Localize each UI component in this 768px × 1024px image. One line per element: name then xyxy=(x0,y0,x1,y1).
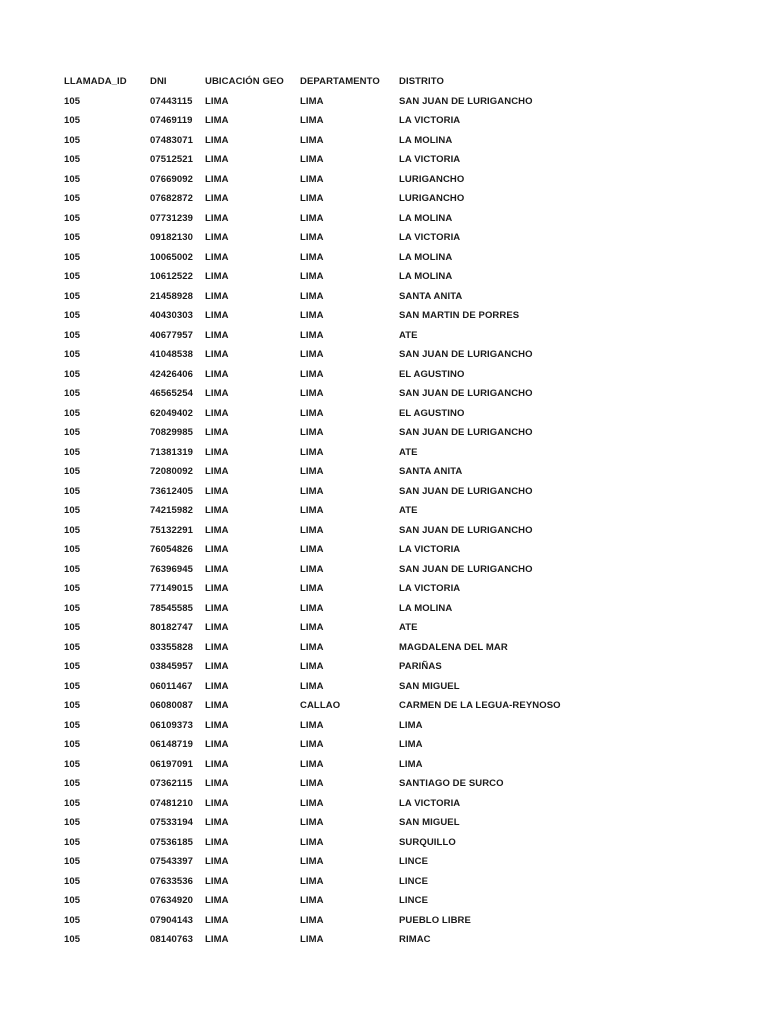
header-ubicacion-geo: UBICACIÓN GEO xyxy=(205,76,284,87)
cell-llamada-id: 105 xyxy=(64,836,81,848)
cell-llamada-id: 105 xyxy=(64,310,81,321)
cell-departamento: LIMA xyxy=(300,271,324,282)
cell-departamento: LIMA xyxy=(300,310,324,321)
cell-llamada-id: 105 xyxy=(64,641,81,653)
cell-dni: 10065002 xyxy=(150,251,194,263)
cell-distrito: SAN JUAN DE LURIGANCHO xyxy=(399,95,533,107)
cell-ubicacion-geo: LIMA xyxy=(205,193,229,204)
cell-ubicacion-geo: LIMA xyxy=(205,407,229,419)
header-distrito: DISTRITO xyxy=(399,76,444,87)
cell-distrito: SANTIAGO DE SURCO xyxy=(399,778,504,789)
cell-departamento: LIMA xyxy=(300,329,324,341)
cell-dni: 06109373 xyxy=(150,719,194,731)
cell-departamento: LIMA xyxy=(300,485,324,497)
cell-distrito: LA MOLINA xyxy=(399,251,453,263)
cell-departamento: LIMA xyxy=(300,95,324,107)
cell-llamada-id: 105 xyxy=(64,173,81,185)
cell-llamada-id: 105 xyxy=(64,544,81,555)
cell-llamada-id: 105 xyxy=(64,934,81,945)
cell-ubicacion-geo: LIMA xyxy=(205,388,229,399)
header-llamada-id: LLAMADA_ID xyxy=(64,76,127,87)
cell-ubicacion-geo: LIMA xyxy=(205,446,229,458)
table-row xyxy=(64,618,704,638)
cell-llamada-id: 105 xyxy=(64,193,81,204)
table-row xyxy=(64,716,704,736)
cell-dni: 80182747 xyxy=(150,622,194,633)
cell-ubicacion-geo: LIMA xyxy=(205,271,229,282)
table-row xyxy=(64,813,704,833)
cell-distrito: LINCE xyxy=(399,875,428,887)
cell-departamento: LIMA xyxy=(300,368,324,380)
cell-distrito: LA VICTORIA xyxy=(399,115,461,126)
cell-dni: 07443115 xyxy=(150,95,193,107)
cell-dni: 07483071 xyxy=(150,134,194,146)
cell-llamada-id: 105 xyxy=(64,661,81,672)
table-row xyxy=(64,891,704,911)
cell-ubicacion-geo: LIMA xyxy=(205,817,229,828)
cell-ubicacion-geo: LIMA xyxy=(205,856,229,867)
cell-ubicacion-geo: LIMA xyxy=(205,329,229,341)
cell-departamento: LIMA xyxy=(300,641,324,653)
table-row xyxy=(64,755,704,775)
cell-distrito: LA MOLINA xyxy=(399,212,453,224)
cell-distrito: SAN MIGUEL xyxy=(399,680,460,692)
cell-dni: 76396945 xyxy=(150,563,194,575)
cell-llamada-id: 105 xyxy=(64,700,81,711)
cell-distrito: LURIGANCHO xyxy=(399,193,465,204)
cell-ubicacion-geo: LIMA xyxy=(205,290,229,302)
cell-distrito: CARMEN DE LA LEGUA-REYNOSO xyxy=(399,700,561,711)
cell-departamento: LIMA xyxy=(300,778,324,789)
table-row xyxy=(64,774,704,794)
cell-distrito: ATE xyxy=(399,329,418,341)
cell-llamada-id: 105 xyxy=(64,349,81,360)
cell-distrito: EL AGUSTINO xyxy=(399,407,465,419)
table-row xyxy=(64,930,704,950)
cell-departamento: LIMA xyxy=(300,602,324,614)
cell-ubicacion-geo: LIMA xyxy=(205,641,229,653)
table-row xyxy=(64,111,704,131)
cell-departamento: LIMA xyxy=(300,739,324,750)
cell-llamada-id: 105 xyxy=(64,563,81,575)
cell-distrito: MAGDALENA DEL MAR xyxy=(399,641,508,653)
cell-ubicacion-geo: LIMA xyxy=(205,310,229,321)
cell-dni: 07682872 xyxy=(150,193,194,204)
cell-ubicacion-geo: LIMA xyxy=(205,622,229,633)
cell-llamada-id: 105 xyxy=(64,407,81,419)
cell-distrito: LA VICTORIA xyxy=(399,154,461,165)
table-row xyxy=(64,560,704,580)
table-row xyxy=(64,794,704,814)
cell-llamada-id: 105 xyxy=(64,154,81,165)
cell-distrito: LA VICTORIA xyxy=(399,797,461,809)
cell-departamento: LIMA xyxy=(300,251,324,263)
cell-departamento: LIMA xyxy=(300,856,324,867)
table-row xyxy=(64,150,704,170)
cell-distrito: PARIÑAS xyxy=(399,661,442,672)
cell-llamada-id: 105 xyxy=(64,622,81,633)
table-row xyxy=(64,189,704,209)
cell-ubicacion-geo: LIMA xyxy=(205,544,229,555)
cell-llamada-id: 105 xyxy=(64,388,81,399)
table-row xyxy=(64,833,704,853)
cell-llamada-id: 105 xyxy=(64,524,81,536)
cell-llamada-id: 105 xyxy=(64,290,81,302)
cell-distrito: EL AGUSTINO xyxy=(399,368,465,380)
cell-distrito: SURQUILLO xyxy=(399,836,456,848)
cell-departamento: LIMA xyxy=(300,661,324,672)
cell-ubicacion-geo: LIMA xyxy=(205,466,229,477)
table-row xyxy=(64,540,704,560)
cell-departamento: CALLAO xyxy=(300,700,341,711)
cell-departamento: LIMA xyxy=(300,115,324,126)
cell-departamento: LIMA xyxy=(300,719,324,731)
cell-dni: 46565254 xyxy=(150,388,194,399)
cell-ubicacion-geo: LIMA xyxy=(205,251,229,263)
table-row xyxy=(64,638,704,658)
cell-llamada-id: 105 xyxy=(64,739,81,750)
cell-departamento: LIMA xyxy=(300,232,324,243)
cell-llamada-id: 105 xyxy=(64,134,81,146)
cell-ubicacion-geo: LIMA xyxy=(205,212,229,224)
table-row xyxy=(64,365,704,385)
table-row xyxy=(64,170,704,190)
table-row xyxy=(64,267,704,287)
cell-dni: 74215982 xyxy=(150,505,194,516)
cell-departamento: LIMA xyxy=(300,349,324,360)
cell-ubicacion-geo: LIMA xyxy=(205,700,229,711)
cell-llamada-id: 105 xyxy=(64,583,81,594)
cell-departamento: LIMA xyxy=(300,563,324,575)
cell-distrito: SAN JUAN DE LURIGANCHO xyxy=(399,349,533,360)
cell-distrito: LA VICTORIA xyxy=(399,544,461,555)
cell-llamada-id: 105 xyxy=(64,95,81,107)
cell-llamada-id: 105 xyxy=(64,485,81,497)
table-row xyxy=(64,657,704,677)
cell-ubicacion-geo: LIMA xyxy=(205,875,229,887)
table-row xyxy=(64,677,704,697)
cell-departamento: LIMA xyxy=(300,466,324,477)
cell-dni: 06148719 xyxy=(150,739,194,750)
table-row xyxy=(64,131,704,151)
cell-llamada-id: 105 xyxy=(64,271,81,282)
cell-distrito: LIMA xyxy=(399,719,423,731)
table-row xyxy=(64,423,704,443)
table-row xyxy=(64,287,704,307)
cell-departamento: LIMA xyxy=(300,290,324,302)
table-row xyxy=(64,462,704,482)
cell-dni: 07469119 xyxy=(150,115,193,126)
cell-dni: 07669092 xyxy=(150,173,194,185)
table-row xyxy=(64,326,704,346)
cell-departamento: LIMA xyxy=(300,154,324,165)
cell-dni: 06197091 xyxy=(150,758,194,770)
cell-dni: 72080092 xyxy=(150,466,194,477)
cell-dni: 03845957 xyxy=(150,661,194,672)
cell-dni: 77149015 xyxy=(150,583,194,594)
cell-dni: 07512521 xyxy=(150,154,194,165)
cell-ubicacion-geo: LIMA xyxy=(205,914,229,926)
cell-distrito: SAN JUAN DE LURIGANCHO xyxy=(399,427,533,438)
cell-ubicacion-geo: LIMA xyxy=(205,349,229,360)
cell-distrito: LURIGANCHO xyxy=(399,173,465,185)
cell-dni: 41048538 xyxy=(150,349,194,360)
cell-distrito: SANTA ANITA xyxy=(399,466,463,477)
cell-ubicacion-geo: LIMA xyxy=(205,680,229,692)
cell-llamada-id: 105 xyxy=(64,817,81,828)
table-row xyxy=(64,404,704,424)
cell-dni: 75132291 xyxy=(150,524,194,536)
cell-dni: 03355828 xyxy=(150,641,194,653)
cell-departamento: LIMA xyxy=(300,524,324,536)
cell-departamento: LIMA xyxy=(300,875,324,887)
cell-dni: 08140763 xyxy=(150,934,194,945)
cell-llamada-id: 105 xyxy=(64,368,81,380)
cell-llamada-id: 105 xyxy=(64,466,81,477)
cell-ubicacion-geo: LIMA xyxy=(205,173,229,185)
cell-departamento: LIMA xyxy=(300,505,324,516)
cell-departamento: LIMA xyxy=(300,193,324,204)
cell-departamento: LIMA xyxy=(300,797,324,809)
cell-dni: 07634920 xyxy=(150,895,194,906)
table-row xyxy=(64,872,704,892)
cell-dni: 07543397 xyxy=(150,856,194,867)
cell-llamada-id: 105 xyxy=(64,251,81,263)
cell-llamada-id: 105 xyxy=(64,875,81,887)
cell-departamento: LIMA xyxy=(300,934,324,945)
cell-llamada-id: 105 xyxy=(64,680,81,692)
cell-dni: 07533194 xyxy=(150,817,194,828)
cell-distrito: LA MOLINA xyxy=(399,134,453,146)
cell-distrito: LINCE xyxy=(399,856,428,867)
cell-llamada-id: 105 xyxy=(64,505,81,516)
cell-departamento: LIMA xyxy=(300,173,324,185)
cell-distrito: LA MOLINA xyxy=(399,271,453,282)
cell-llamada-id: 105 xyxy=(64,856,81,867)
cell-dni: 42426406 xyxy=(150,368,194,380)
cell-distrito: RIMAC xyxy=(399,934,431,945)
cell-distrito: SAN JUAN DE LURIGANCHO xyxy=(399,524,533,536)
cell-ubicacion-geo: LIMA xyxy=(205,485,229,497)
table-row xyxy=(64,852,704,872)
cell-departamento: LIMA xyxy=(300,836,324,848)
cell-departamento: LIMA xyxy=(300,680,324,692)
cell-departamento: LIMA xyxy=(300,388,324,399)
cell-departamento: LIMA xyxy=(300,914,324,926)
cell-ubicacion-geo: LIMA xyxy=(205,134,229,146)
cell-ubicacion-geo: LIMA xyxy=(205,778,229,789)
cell-dni: 40430303 xyxy=(150,310,194,321)
cell-departamento: LIMA xyxy=(300,544,324,555)
cell-distrito: LINCE xyxy=(399,895,428,906)
cell-distrito: LIMA xyxy=(399,758,423,770)
cell-distrito: LA VICTORIA xyxy=(399,232,461,243)
cell-departamento: LIMA xyxy=(300,212,324,224)
cell-departamento: LIMA xyxy=(300,895,324,906)
cell-ubicacion-geo: LIMA xyxy=(205,739,229,750)
cell-dni: 78545585 xyxy=(150,602,194,614)
table-row xyxy=(64,228,704,248)
table-row xyxy=(64,306,704,326)
cell-distrito: LA MOLINA xyxy=(399,602,453,614)
cell-llamada-id: 105 xyxy=(64,914,81,926)
table-row xyxy=(64,345,704,365)
cell-dni: 07481210 xyxy=(150,797,194,809)
cell-dni: 21458928 xyxy=(150,290,194,302)
cell-distrito: LA VICTORIA xyxy=(399,583,461,594)
cell-ubicacion-geo: LIMA xyxy=(205,719,229,731)
table-row xyxy=(64,599,704,619)
table-row xyxy=(64,911,704,931)
cell-llamada-id: 105 xyxy=(64,797,81,809)
table-header-row xyxy=(64,72,704,92)
cell-ubicacion-geo: LIMA xyxy=(205,563,229,575)
cell-dni: 70829985 xyxy=(150,427,194,438)
cell-distrito: SAN JUAN DE LURIGANCHO xyxy=(399,485,533,497)
table-row xyxy=(64,735,704,755)
cell-llamada-id: 105 xyxy=(64,778,81,789)
cell-dni: 10612522 xyxy=(150,271,194,282)
table-row xyxy=(64,696,704,716)
cell-dni: 07362115 xyxy=(150,778,193,789)
cell-ubicacion-geo: LIMA xyxy=(205,95,229,107)
cell-dni: 07731239 xyxy=(150,212,194,224)
cell-llamada-id: 105 xyxy=(64,427,81,438)
cell-llamada-id: 105 xyxy=(64,232,81,243)
cell-dni: 09182130 xyxy=(150,232,194,243)
cell-departamento: LIMA xyxy=(300,407,324,419)
cell-dni: 06011467 xyxy=(150,680,193,692)
cell-ubicacion-geo: LIMA xyxy=(205,427,229,438)
cell-ubicacion-geo: LIMA xyxy=(205,368,229,380)
table-row xyxy=(64,482,704,502)
header-dni: DNI xyxy=(150,76,167,87)
cell-ubicacion-geo: LIMA xyxy=(205,232,229,243)
cell-dni: 76054826 xyxy=(150,544,194,555)
table-row xyxy=(64,209,704,229)
cell-dni: 73612405 xyxy=(150,485,194,497)
table-row xyxy=(64,501,704,521)
cell-ubicacion-geo: LIMA xyxy=(205,154,229,165)
cell-llamada-id: 105 xyxy=(64,329,81,341)
cell-llamada-id: 105 xyxy=(64,115,81,126)
cell-distrito: ATE xyxy=(399,446,418,458)
cell-dni: 07536185 xyxy=(150,836,194,848)
cell-llamada-id: 105 xyxy=(64,212,81,224)
cell-dni: 71381319 xyxy=(150,446,194,458)
cell-dni: 06080087 xyxy=(150,700,194,711)
cell-departamento: LIMA xyxy=(300,134,324,146)
cell-dni: 40677957 xyxy=(150,329,194,341)
cell-ubicacion-geo: LIMA xyxy=(205,661,229,672)
data-table xyxy=(64,72,704,950)
table-row xyxy=(64,579,704,599)
header-departamento: DEPARTAMENTO xyxy=(300,76,380,87)
cell-departamento: LIMA xyxy=(300,446,324,458)
cell-distrito: LIMA xyxy=(399,739,423,750)
cell-ubicacion-geo: LIMA xyxy=(205,505,229,516)
cell-departamento: LIMA xyxy=(300,622,324,633)
cell-ubicacion-geo: LIMA xyxy=(205,115,229,126)
cell-distrito: SAN MARTIN DE PORRES xyxy=(399,310,520,321)
cell-distrito: PUEBLO LIBRE xyxy=(399,914,471,926)
cell-ubicacion-geo: LIMA xyxy=(205,934,229,945)
cell-departamento: LIMA xyxy=(300,817,324,828)
cell-distrito: SAN JUAN DE LURIGANCHO xyxy=(399,563,533,575)
cell-distrito: SANTA ANITA xyxy=(399,290,463,302)
cell-distrito: SAN MIGUEL xyxy=(399,817,460,828)
cell-llamada-id: 105 xyxy=(64,758,81,770)
cell-ubicacion-geo: LIMA xyxy=(205,758,229,770)
cell-distrito: SAN JUAN DE LURIGANCHO xyxy=(399,388,533,399)
table-row xyxy=(64,521,704,541)
cell-llamada-id: 105 xyxy=(64,602,81,614)
cell-ubicacion-geo: LIMA xyxy=(205,583,229,594)
cell-distrito: ATE xyxy=(399,622,418,633)
cell-distrito: ATE xyxy=(399,505,418,516)
table-row xyxy=(64,92,704,112)
cell-llamada-id: 105 xyxy=(64,446,81,458)
cell-ubicacion-geo: LIMA xyxy=(205,797,229,809)
cell-ubicacion-geo: LIMA xyxy=(205,836,229,848)
cell-llamada-id: 105 xyxy=(64,895,81,906)
table-row xyxy=(64,443,704,463)
cell-llamada-id: 105 xyxy=(64,719,81,731)
table-row xyxy=(64,248,704,268)
cell-dni: 07904143 xyxy=(150,914,194,926)
table-row xyxy=(64,384,704,404)
cell-dni: 62049402 xyxy=(150,407,194,419)
cell-ubicacion-geo: LIMA xyxy=(205,602,229,614)
cell-ubicacion-geo: LIMA xyxy=(205,524,229,536)
cell-dni: 07633536 xyxy=(150,875,194,887)
cell-departamento: LIMA xyxy=(300,427,324,438)
cell-ubicacion-geo: LIMA xyxy=(205,895,229,906)
cell-departamento: LIMA xyxy=(300,758,324,770)
cell-departamento: LIMA xyxy=(300,583,324,594)
